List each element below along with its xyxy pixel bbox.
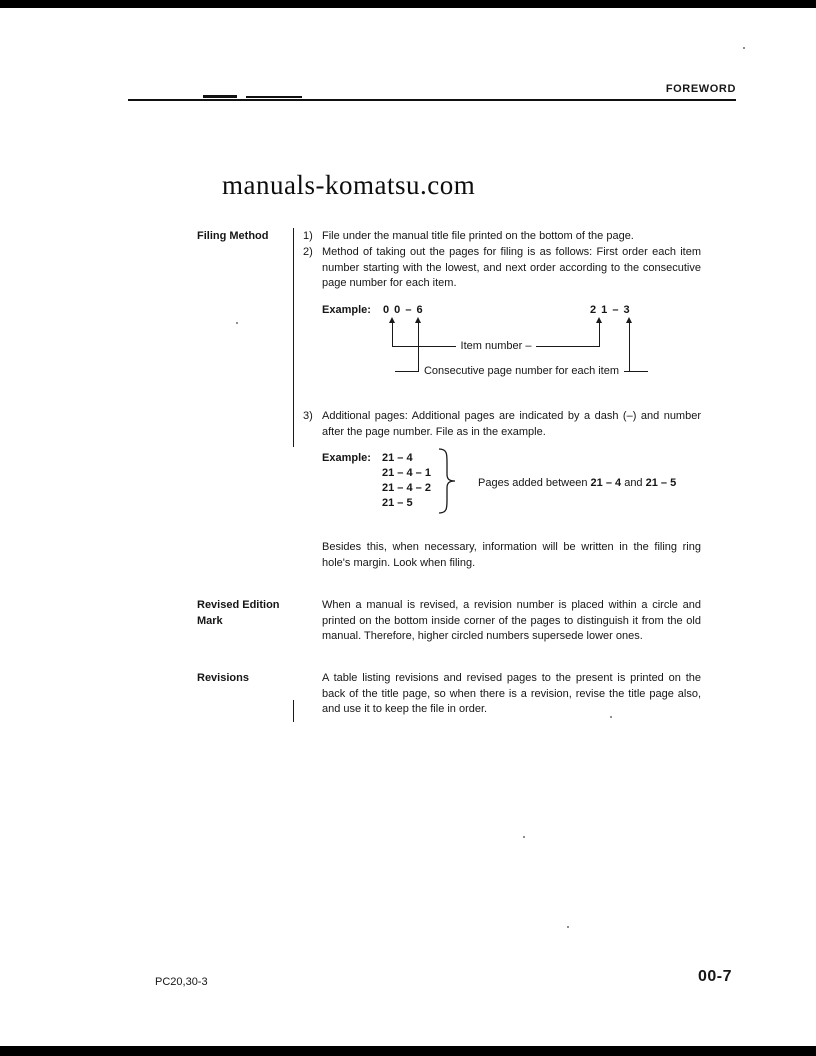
example-note-prefix: Pages added between [478, 477, 591, 489]
top-scan-bar [0, 0, 816, 8]
filing-besides-text: Besides this, when necessary, information will be written in the filing ring hole's margin. Look when filing. [322, 541, 701, 569]
list-item-number: 1) [303, 230, 313, 242]
filing-item-2-text: Method of taking out the pages for filing is as follows: First order each item number starting with the lowest, and next order according to the consecutive page number for each item. [322, 246, 701, 289]
scan-speck [610, 716, 612, 718]
consecutive-page-callout [395, 364, 648, 379]
example-note-middle: and [621, 477, 646, 489]
revisions-text: A table listing revisions and revised pages to the present is printed on the back of the title page, so when there is a revision, revise the title page also, and use it to keep the file in order. [322, 672, 701, 715]
example-page-number-right: 2 1 – 3 [590, 304, 631, 316]
scan-speck [743, 47, 745, 49]
scan-artifact [203, 95, 237, 98]
watermark-text: manuals-komatsu.com [222, 170, 476, 200]
footer-model-number: PC20,30-3 [155, 976, 208, 988]
section-label-revised-edition-mark: Revised Edition Mark [197, 599, 280, 627]
example-added-page: 21 – 5 [382, 497, 413, 509]
section-divider-line [293, 700, 294, 722]
example-note-value: 21 – 4 [590, 477, 622, 489]
section-label-filing-method: Filing Method [197, 230, 269, 242]
example-note-value: 21 – 5 [645, 477, 677, 489]
section-label-revisions: Revisions [197, 672, 249, 684]
scan-speck [523, 836, 525, 838]
item-number-callout [392, 339, 600, 354]
header-rule [128, 99, 736, 101]
example-added-page: 21 – 4 [382, 452, 413, 464]
scan-speck [567, 926, 569, 928]
revised-edition-text: When a manual is revised, a revision number is placed within a circle and printed on the bottom inside corner of the pages to distinguish it from the old manual. Therefore, higher circled numbers supersede lower ones. [322, 599, 701, 642]
footer-page-number: 00-7 [698, 968, 733, 985]
example-added-page: 21 – 4 – 2 [382, 482, 431, 494]
example-note [478, 476, 676, 492]
example-label: Example: [322, 304, 371, 316]
consecutive-page-callout-text: Consecutive page number for each item [419, 365, 624, 377]
list-item-number: 2) [303, 246, 313, 258]
bottom-scan-bar [0, 1046, 816, 1056]
section-divider-line [293, 228, 294, 447]
filing-item-3-text: Additional pages: Additional pages are indicated by a dash (–) and number after the page number. File as in the example. [322, 410, 701, 438]
list-item-number: 3) [303, 410, 313, 422]
filing-item-1-text: File under the manual title file printed on the bottom of the page. [322, 230, 634, 242]
scan-speck [236, 322, 238, 324]
brace-icon [436, 448, 458, 519]
item-number-callout-text: Item number – [456, 340, 537, 352]
example-page-number-left: 0 0 – 6 [383, 304, 424, 316]
example-label: Example: [322, 452, 371, 464]
scan-artifact [246, 96, 302, 98]
page-header-foreword: FOREWORD [665, 83, 736, 95]
example-added-page: 21 – 4 – 1 [382, 467, 431, 479]
